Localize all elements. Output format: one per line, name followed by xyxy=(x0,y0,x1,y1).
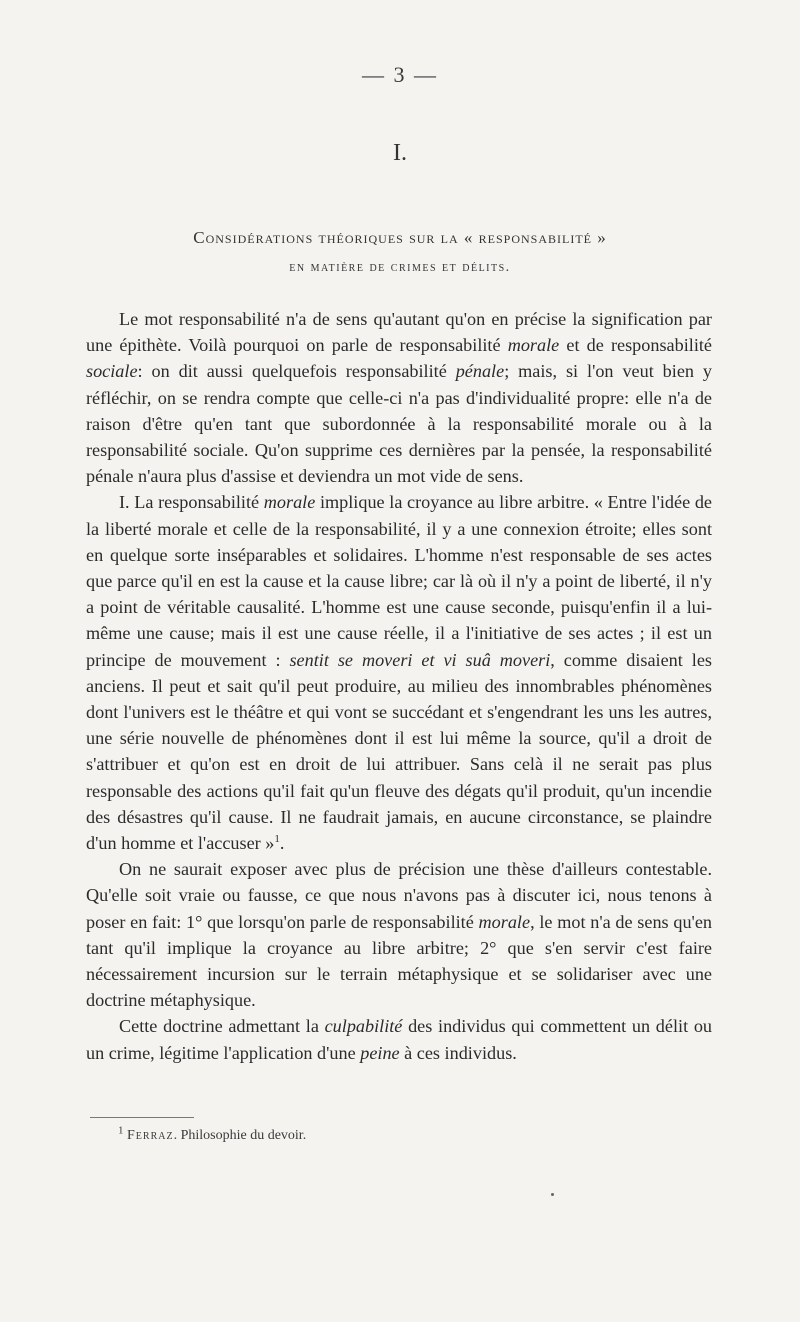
paragraph xyxy=(86,856,712,1013)
text-run: . xyxy=(279,833,285,854)
italic-text: pénale xyxy=(455,361,505,382)
text-run: I. La responsabilité xyxy=(119,492,264,513)
chapter-number: I. xyxy=(393,140,407,166)
footnote xyxy=(118,1124,307,1144)
italic-text: morale xyxy=(478,911,531,932)
text-run: ; mais, si l'on veut bien y réfléchir, on se rendra compte que celle-ci n'a pas d'individualité propre: elle n'a de raison d'être qu'en tant que subordonnée à la responsabilité morale ou à la responsabilité sociale. Qu'on supprime ces dernières par la pensée, la responsabilité pénale n'aura plus d'assise et deviendra un mot vide de sens. xyxy=(86,361,712,487)
paragraph xyxy=(86,489,712,856)
italic-text: peine xyxy=(360,1042,400,1063)
text-run: : on dit aussi quelquefois responsabilité xyxy=(137,361,456,382)
text-run: à ces individus. xyxy=(399,1042,517,1063)
footnote-title: . Philosophie du devoir. xyxy=(173,1128,307,1143)
italic-text: morale xyxy=(507,335,560,356)
text-run: On ne saurait exposer avec plus de précision une thèse d'ailleurs contestable. Qu'elle soit vraie ou fausse, ce que nous n'avons pas à discuter ici, nous tenons à poser en fait: 1° que lorsqu'on parle de responsabilité xyxy=(86,859,712,932)
paragraph xyxy=(86,306,712,489)
body-text xyxy=(86,306,712,1066)
footnote-author: Ferraz xyxy=(127,1128,174,1143)
text-run: Cette doctrine admettant la xyxy=(119,1016,325,1037)
text-run: des individus qui commettent un délit ou un crime, légitime l'application d'une xyxy=(86,1016,713,1063)
text-run: , comme disaient les anciens. Il peut et sait qu'il peut produire, au milieu des innombrables phénomènes dont l'univers est le théâtre et qui vont se succédant et s'engendrant les uns les autres, une série nouvelle de phénomènes dont il est lui même la source, qu'il a droit de s'attribuer et qu'on est en droit de lui attribuer. Sans celà il ne serait pas plus responsable des actions qu'il fait qu'un fleuve des dégats qu'il produit, qu'un incendie des désastres qu'il cause. Il ne faudrait jamais, en aucune circonstance, se plaindre d'un homme et l'accuser » xyxy=(86,649,712,854)
footnote-reference: 1 xyxy=(274,833,280,845)
text-run: implique la croyance au libre arbitre. « Entre l'idée de la liberté morale et celle de la responsabilité, il y a une connexion étroite; elles sont en quelque sorte inséparables et solidaires. L'homme n'est responsable de ses actes que parce qu'il en est la cause et la cause libre; car là où il n'y a point de liberté, il n'y a point de véritable causalité. L'homme est une cause seconde, puisqu'enfin il a lui-même une cause; mais il est une cause réelle, il a l'initiative de ses actes ; il est un principe de mouvement : xyxy=(86,492,712,670)
italic-text: culpabilité xyxy=(324,1016,403,1037)
page-number: — 3 — xyxy=(362,62,438,87)
italic-text: sentit se moveri et vi suâ moveri xyxy=(289,649,551,670)
paper-speck xyxy=(551,1193,554,1196)
chapter-heading-line-1: Considérations théoriques sur la « responsabilité » xyxy=(193,228,607,247)
footnote-marker: 1 xyxy=(118,1124,124,1137)
text-run: et de responsabilité xyxy=(559,335,712,356)
italic-text: morale xyxy=(263,492,316,513)
text-run: , le mot n'a de sens qu'en tant qu'il implique la croyance au libre arbitre; 2° que s'en servir c'est faire nécessairement incursion sur le terrain métaphysique et se solidariser avec une doctrine métaphysique. xyxy=(86,911,712,1011)
chapter-heading-line-2: en matière de crimes et délits. xyxy=(289,260,511,275)
paragraph xyxy=(86,1013,712,1065)
text-run: Le mot responsabilité n'a de sens qu'autant qu'on en précise la signification par une épithète. Voilà pourquoi on parle de responsabilité xyxy=(86,309,712,356)
italic-text: sociale xyxy=(86,361,138,382)
footnote-divider xyxy=(90,1117,194,1118)
